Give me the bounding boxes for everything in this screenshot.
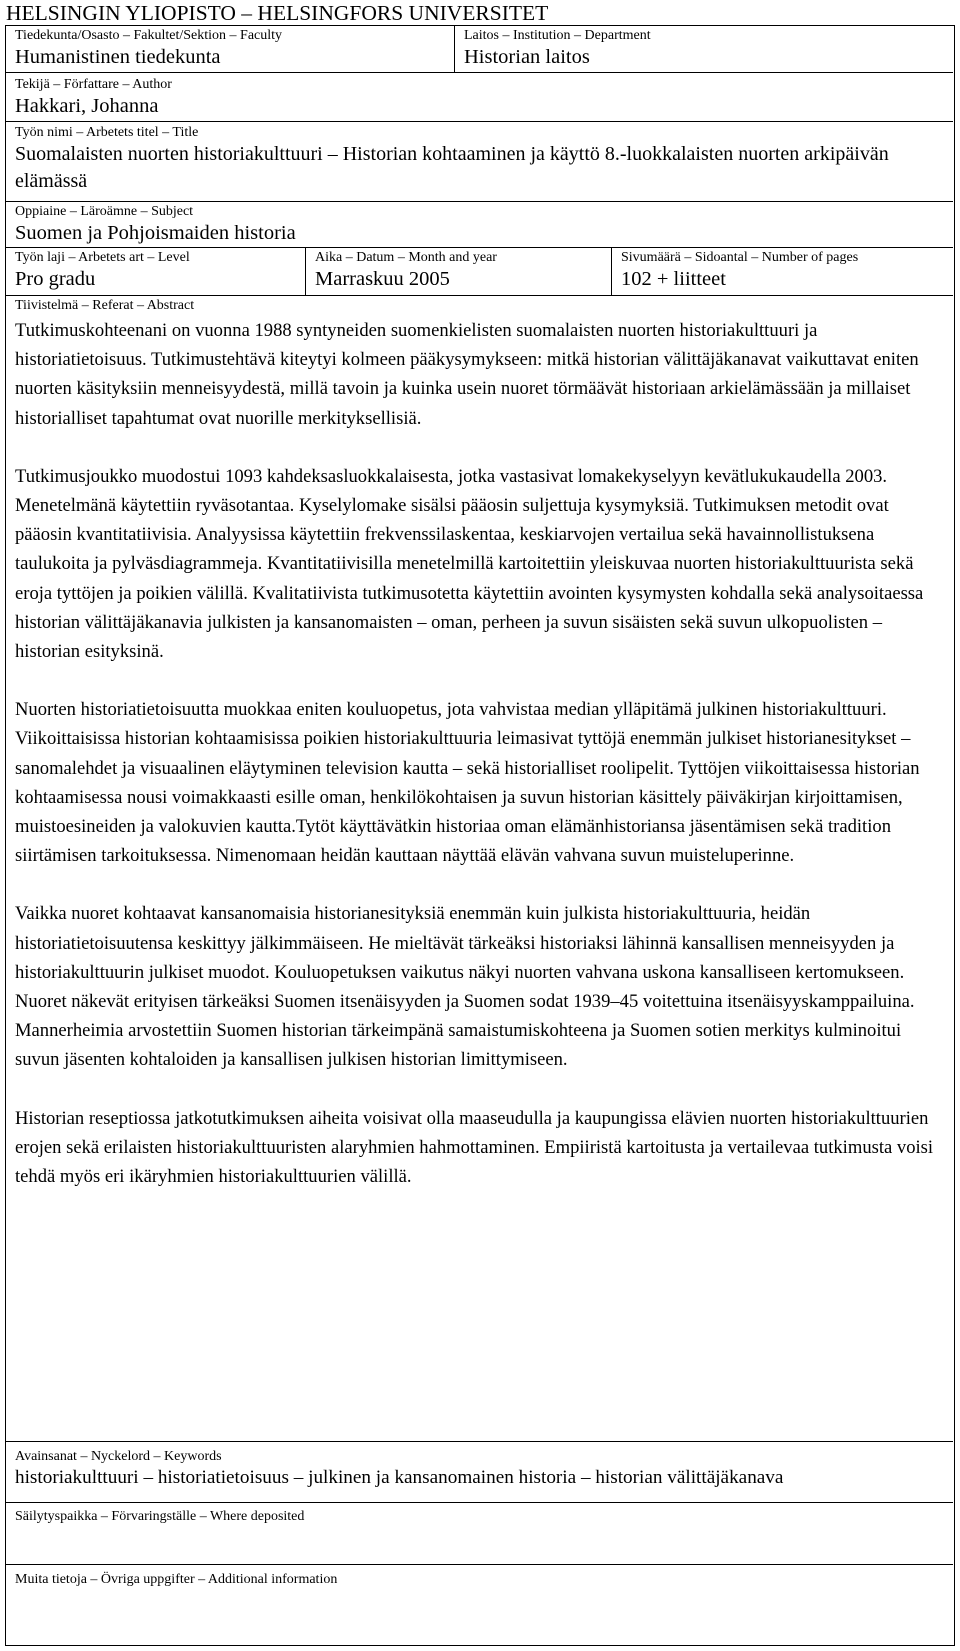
faculty-cell [6,26,454,72]
thesis-form [5,25,955,1646]
keywords-row [6,1442,953,1503]
level-cell [6,248,305,295]
abstract-paragraph: Vaikka nuoret kohtaavat kansanomaisia historianesityksiä enemmän kuin julkista historiakulttuuria, heidän historiatietoisuutensa keskittyy jälkimmäiseen. He mieltävät tärkeäksi historiaksi lähinnä kansallisen menneisyyden ja historiakulttuurin julkiset muodot. Kouluopetuksen vaikutus näkyi nuorten vahvana uskona kansalliseen kertomukseen. Nuoret näkevät erityisen tärkeäksi Suomen itsenäisyyden ja Suomen sodat 1939–45 voitettuina itsenäisyyskamppailuina. Mannerheimia arvostettiin Suomen historian tärkeimpänä samaistumiskohteena ja Suomen sotien merkitys kulminoitui suvun jäsenten kohtaloiden ja kansallisen julkisen historian limittymiseen. [15,903,915,1071]
additional-info-row [6,1565,953,1645]
author-label: Tekijä – Författare – Author [15,77,172,92]
level-value: Pro gradu [15,268,96,290]
deposited-label: Säilytyspaikka – Förvaringställe – Where deposited [15,1509,305,1524]
abstract-paragraph: Historian reseptiossa jatkotutkimuksen aiheita voisivat olla maaseudulla ja kaupungissa elävien nuorten historiakulttuurien erojen sekä erilaisten historiakulttuuristen alaryhmien hahmottaminen. Empiiristä kartoitusta ja vertailevaa tutkimusta voisi tehdä myös eri ikäryhmien historiakulttuurien välillä. [15,1107,934,1188]
title-row [6,122,953,202]
pages-label: Sivumäärä – Sidoantal – Number of pages [621,250,859,265]
department-cell [454,26,953,72]
abstract-paragraph: Tutkimusjoukko muodostui 1093 kahdeksasluokkalaisesta, jotka vastasivat lomakekyselyyn kevätlukukaudella 2003. Menetelmänä käytettiin ryväsotantaa. Kyselylomake sisälsi pääosin suljettuja kysymyksiä. Tutkimuksen metodit ovat pääosin kvantitatiivisia. Analyysissa käytettiin frekvenssilaskentaa, keskiarvojen vertailua sekä havainnollistuksena taulukoita ja pylväsdiagrammeja. Kvantitatiivisilla menetelmillä kartoitettiin yleiskuvaa nuorten historiakulttuurista sekä eroja tyttöjen ja poikien välillä. Kvalitatiivista tutkimusotetta käytettiin avointen kysymysten kohdalla sekä analysoitaessa historian välittäjäkanavia julkisten ja kansanomaisten – oman, perheen ja suvun sisäisten sekä suvun ulkopuolisten – historian esityksinä. [15,465,924,663]
pages-value: 102 + liitteet [621,268,726,290]
department-value: Historian laitos [464,46,590,68]
level-label: Työn laji – Arbetets art – Level [15,250,190,265]
additional-info-cell [6,1565,953,1645]
deposited-cell [6,1503,953,1564]
date-label: Aika – Datum – Month and year [315,250,497,265]
department-label: Laitos – Institution – Department [464,28,651,43]
date-cell [305,248,611,295]
abstract-paragraph: Tutkimuskohteenani on vuonna 1988 syntyneiden suomenkielisten suomalaisten nuorten historiakulttuuri ja historiatietoisuus. Tutkimustehtävä kiteytyi kolmeen pääkysymykseen: mitkä historian välittäjäkanavat vaikuttavat eniten nuorten käsityksiin menneisyydestä, millä tavoin ja kuinka usein nuoret törmäävät historiaan arkielämässään ja millaiset historialliset tapahtumat ovat nuorille merkityksellisiä. [15,320,919,429]
author-value: Hakkari, Johanna [15,95,159,117]
title-label: Työn nimi – Arbetets titel – Title [15,125,199,140]
deposited-row [6,1503,953,1565]
subject-label: Oppiaine – Läroämne – Subject [15,204,194,219]
subject-value: Suomen ja Pohjoismaiden historia [15,222,296,244]
keywords-cell [6,1442,953,1502]
faculty-label: Tiedekunta/Osasto – Fakultet/Sektion – Faculty [15,28,283,43]
author-row [6,73,953,122]
title-cell [6,122,953,201]
faculty-value: Humanistinen tiedekunta [15,46,221,68]
keywords-label: Avainsanat – Nyckelord – Keywords [15,1449,222,1464]
university-name: HELSINGIN YLIOPISTO – HELSINGFORS UNIVERSITET [6,1,549,25]
abstract-cell [6,296,953,1441]
abstract-section [6,296,953,1442]
pages-cell [611,248,953,295]
abstract-paragraph: Nuorten historiatietoisuutta muokkaa eniten kouluopetus, jota vahvistaa median ylläpitämä julkinen historiakulttuuri. Viikoittaisissa historian kohtaamisissa poikien historiakulttuuria leimasivat tyttöjä enemmän julkiset historianesitykset – sanomalehdet ja visuaalinen eläytyminen television kautta – sekä historialliset roolipelit. Tyttöjen viikoittaisessa historian kohtaamisessa nousi voimakkaasti esille oman, henkilökohtaisen ja suvun historian käsittely päiväkirjan kirjoittamisen, muistoesineiden ja valokuvien kautta.Tytöt käyttävätkin historiaa oman elämänhistoriansa jäsentämisen sekä tradition siirtämisen tarkoituksessa. Nimenomaan heidän kauttaan näyttää elävän vahvana suvun muisteluperinne. [15,699,920,867]
abstract-label: Tiivistelmä – Referat – Abstract [15,298,195,313]
author-cell [6,73,953,121]
title-value: Suomalaisten nuorten historiakulttuuri – Historian kohtaaminen ja käyttö 8.-luokkalaisten nuorten arkipäivän elämässä [15,143,889,192]
additional-info-label: Muita tietoja – Övriga uppgifter – Additional information [15,1572,338,1587]
subject-cell [6,202,953,247]
faculty-department-row [6,26,953,73]
keywords-value: historiakulttuuri – historiatietoisuus – julkinen ja kansanomainen historia – historian välittäjäkanava [15,1467,784,1488]
subject-row [6,202,953,248]
level-date-pages-row [6,248,953,296]
date-value: Marraskuu 2005 [315,268,450,290]
